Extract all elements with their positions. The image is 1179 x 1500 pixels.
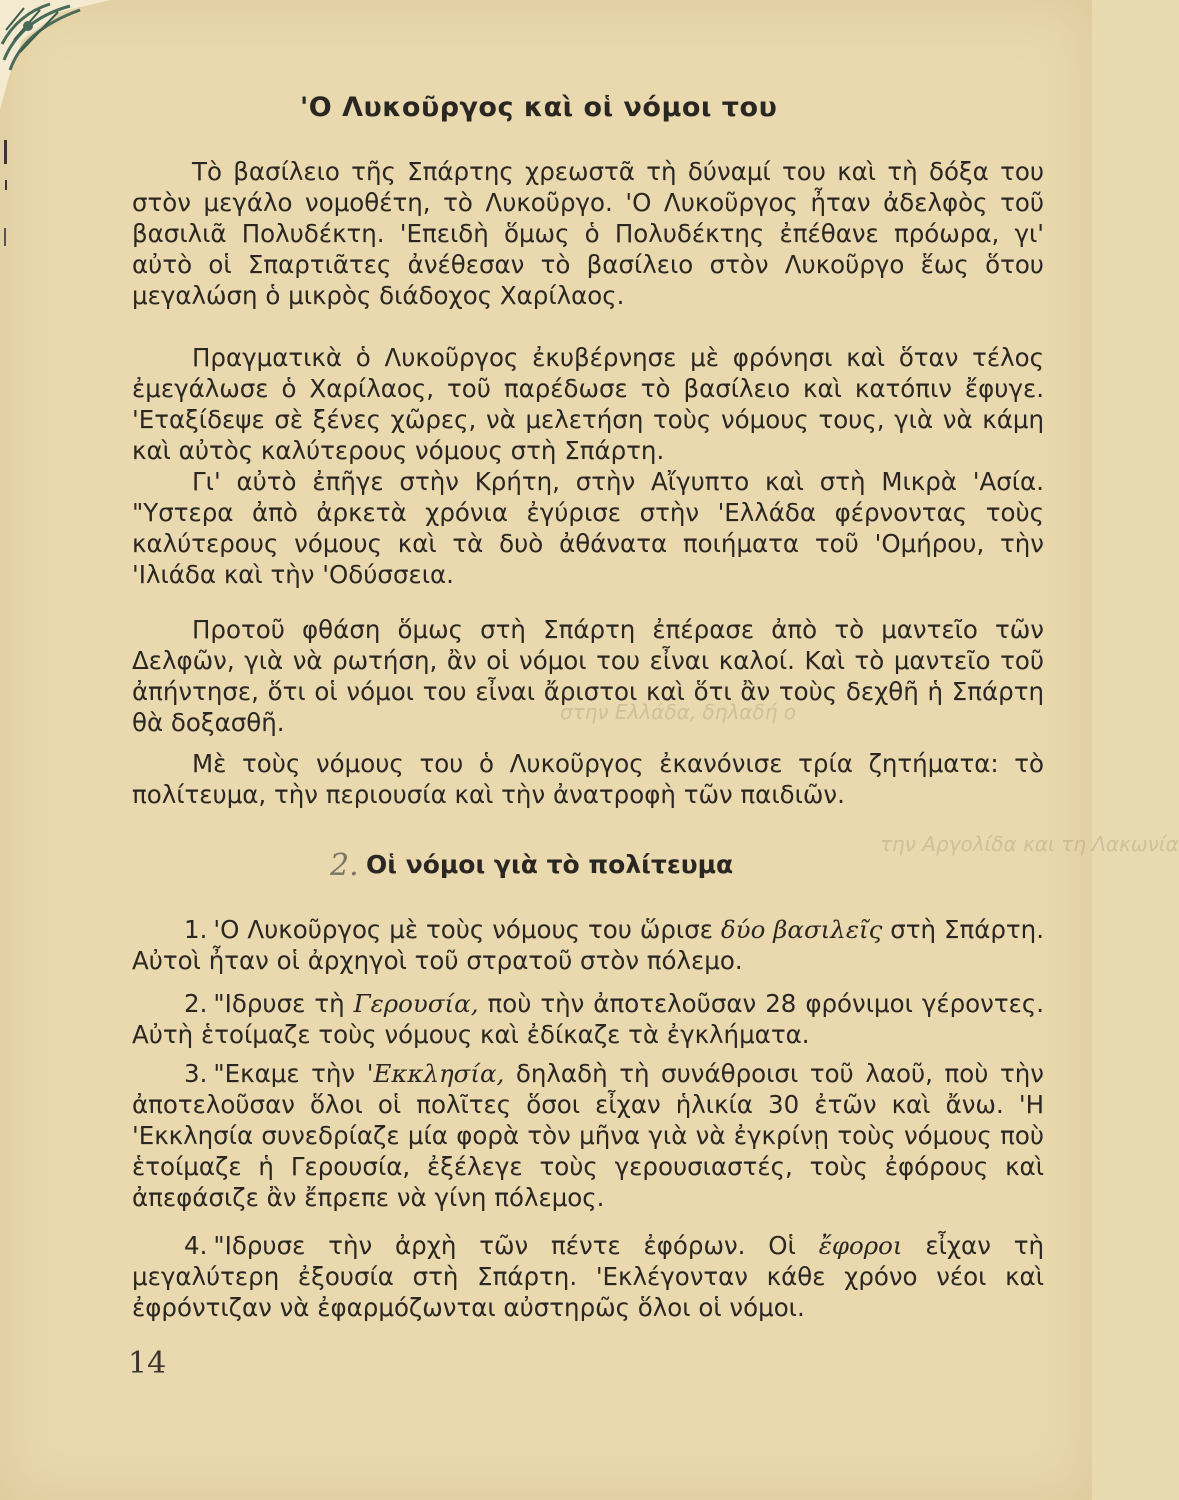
- list-item-emphasis: δύο βασιλεῖς: [720, 915, 883, 944]
- bleed-through-text: την Αργολίδα και τη Λακωνία: [880, 832, 1179, 856]
- list-item: [132, 988, 1044, 1050]
- chapter-title: 'Ο Λυκοῦργος καὶ οἱ νόμοι του: [300, 92, 778, 123]
- list-item-text: εἶχαν τὴ μεγαλύτερη ἐξουσία στὴ Σπάρτη. 'Εκλέγονταν κάθε χρόνο νέοι καὶ ἐφρόντιζαν νὰ ἐφαρμόζωνται αὐστηρῶς ὅλοι οἱ νόμοι.: [132, 1231, 1045, 1322]
- edge-marks: [0, 140, 14, 260]
- paragraph-1: Τὸ βασίλειο τῆς Σπάρτης χρεωστᾶ τὴ δύναμί του καὶ τὴ δόξα του στὸν μεγάλο νομοθέτη, τὸ Λυκοῦργο. 'Ο Λυκοῦργος ἦταν ἀδελφὸς τοῦ βασιλιᾶ Πολυδέκτη. 'Επειδὴ ὅμως ὁ Πολυδέκτης ἐπέθανε πρόωρα, γι' αὐτὸ οἱ Σπαρτιᾶτες ἀνέθεσαν τὸ βασίλειο στὸν Λυκοῦργο ἕως ὅτου μεγαλώση ὁ μικρὸς διάδοχος Χαρίλαος.: [132, 157, 1044, 310]
- list-item-number: 3.: [184, 1059, 208, 1088]
- section-heading: Οἱ νόμοι γιὰ τὸ πολίτευμα: [366, 850, 734, 879]
- list-item: [132, 1058, 1044, 1213]
- page-number: 14: [128, 1346, 167, 1381]
- bleed-through-text: στην Ελλάδα, δηλαδή ο: [560, 700, 796, 724]
- paragraph-4: Προτοῦ φθάση ὅμως στὴ Σπάρτη ἐπέρασε ἀπὸ τὸ μαντεῖο τῶν Δελφῶν, γιὰ νὰ ρωτήση, ἂν οἱ νόμοι του εἶναι καλοί. Καὶ τὸ μαντεῖο τοῦ ἀπήντησε, ὅτι οἱ νόμοι του εἶναι ἄριστοι καὶ ὅτι ἂν τοὺς δεχθῆ ἡ Σπάρτη θὰ δοξασθῆ.: [132, 615, 1044, 737]
- list-item-text: ποὺ τὴν ἀποτελοῦσαν 28 φρόνιμοι γέροντες. Αὐτὴ ἑτοίμαζε τοὺς νόμους καὶ ἐδίκαζε τὰ ἐγκλήματα.: [132, 989, 1045, 1049]
- list-item-text: στὴ Σπάρτη. Αὐτοὶ ἦταν οἱ ἀρχηγοὶ τοῦ στρατοῦ στὸν πόλεμο.: [132, 915, 1044, 975]
- paragraph-2: Πραγματικὰ ὁ Λυκοῦργος ἐκυβέρνησε μὲ φρόνησι καὶ ὅταν τέλος ἐμεγάλωσε ὁ Χαρίλαος, τοῦ παρέδωσε τὸ βασίλειο καὶ κατόπιν ἔφυγε. 'Εταξίδεψε σὲ ξένες χῶρες, νὰ μελετήση τοὺς νόμους τους, γιὰ νὰ κάμη καὶ αὐτὸς καλύτερους νόμους στὴ Σπάρτη.: [132, 343, 1044, 465]
- list-item-text: "Ιδρυσε τὴ: [213, 989, 354, 1018]
- list-item-text: δηλαδὴ τὴ συνάθροισι τοῦ λαοῦ, ποὺ τὴν ἀποτελοῦσαν ὅλοι οἱ πολῖτες ὅσοι εἶχαν ἡλικία 30 ἐτῶν καὶ ἄνω. 'Η 'Εκκλησία συνεδρίαζε μία φορὰ τὸν μῆνα γιὰ νὰ ἐγκρίνῃ τοὺς νόμους ποὺ ἑτοίμαζε ἡ Γερουσία, ἐξέλεγε τοὺς γερουσιαστές, τοὺς ἐφόρους καὶ ἀπεφάσιζε ἂν ἔπρεπε νὰ γίνη πόλεμος.: [132, 1059, 1044, 1212]
- list-item-emphasis: 'Εκκλησία,: [366, 1059, 505, 1088]
- list-item: [132, 914, 1044, 976]
- paragraph-3: Γι' αὐτὸ ἐπῆγε στὴν Κρήτη, στὴν Αἴγυπτο καὶ στὴ Μικρὰ 'Ασία. "Υστερα ἀπὸ ἀρκετὰ χρόνια ἐγύρισε στὴν 'Ελλάδα φέρνοντας τοὺς καλύτερους νόμους καὶ τὰ δυὸ ἀθάνατα ποιήματα τοῦ 'Ομήρου, τὴν 'Ιλιάδα καὶ τὴν 'Οδύσσεια.: [132, 467, 1044, 589]
- list-item-text: 'Ο Λυκοῦργος μὲ τοὺς νόμους του ὥρισε: [213, 915, 721, 944]
- list-item-number: 2.: [184, 989, 208, 1018]
- paragraph-5: Μὲ τοὺς νόμους του ὁ Λυκοῦργος ἐκανόνισε τρία ζητήματα: τὸ πολίτευμα, τὴν περιουσία καὶ τὴν ἀνατροφὴ τῶν παιδιῶν.: [132, 749, 1044, 809]
- list-item: [132, 1230, 1044, 1323]
- list-item-number: 4.: [184, 1231, 208, 1260]
- list-item-emphasis: ἔφοροι: [818, 1231, 903, 1260]
- list-item-number: 1.: [184, 915, 208, 944]
- section-number-mark: 2.: [330, 848, 359, 883]
- list-item-text: "Ιδρυσε τὴν ἀρχὴ τῶν πέντε ἐφόρων. Οἱ: [213, 1231, 819, 1260]
- list-item-emphasis: Γερουσία,: [353, 989, 479, 1018]
- ornament-corner-icon: [0, 0, 110, 110]
- list-item-text: "Εκαμε τὴν: [213, 1059, 367, 1088]
